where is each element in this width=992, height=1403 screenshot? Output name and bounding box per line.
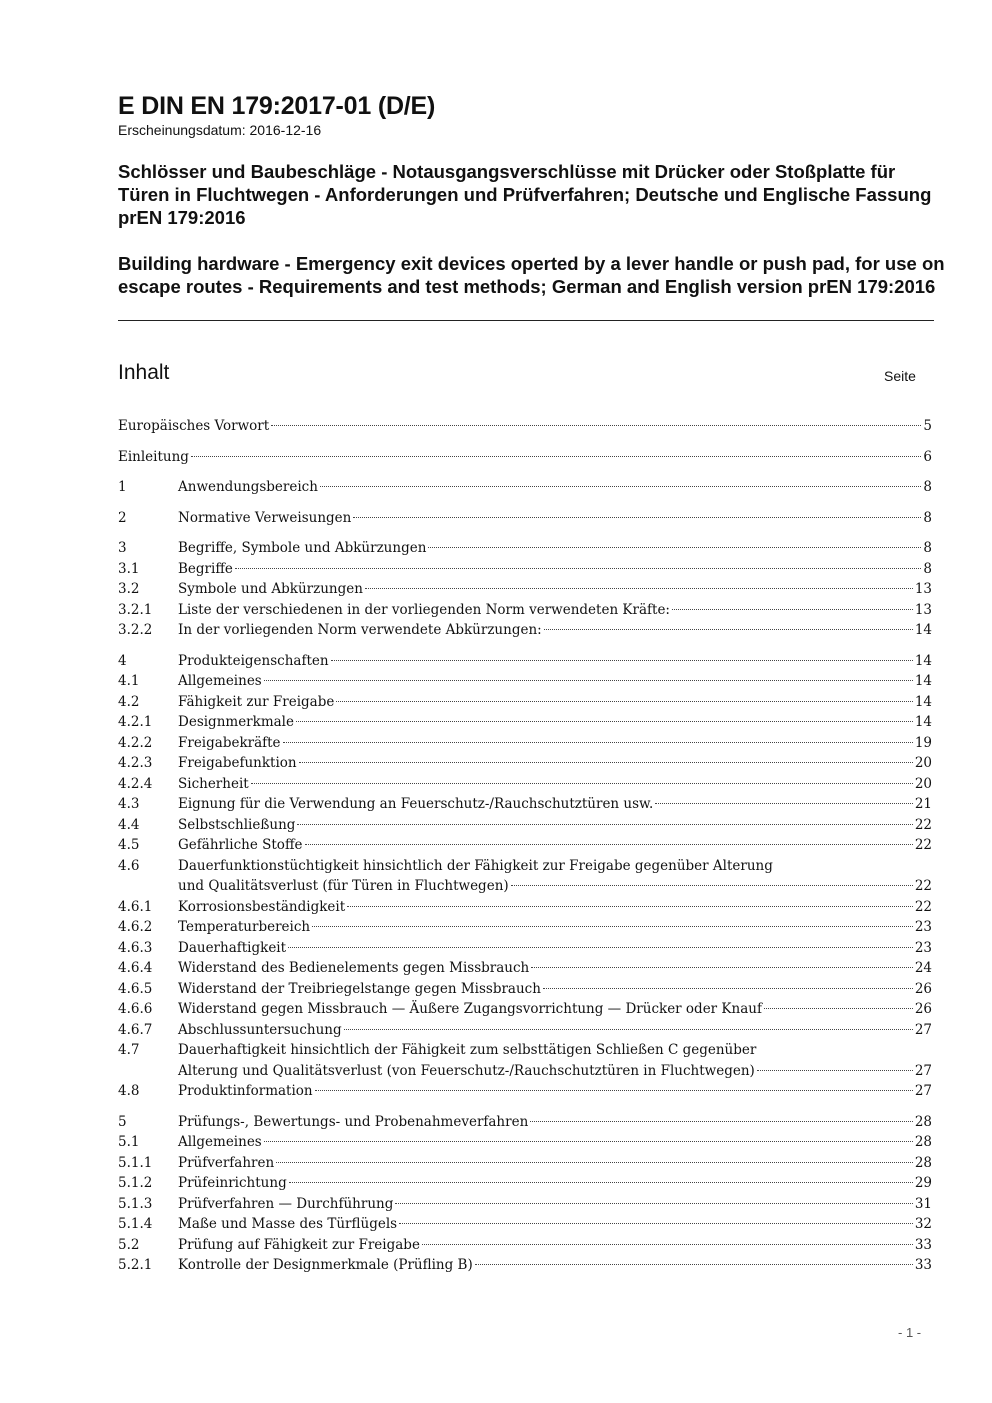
- toc-entry-title: Designmerkmale: [178, 714, 294, 730]
- toc-dot-leader: [764, 1008, 913, 1009]
- toc-entry-title: Sicherheit: [178, 775, 249, 792]
- toc-dot-leader: [191, 456, 921, 457]
- toc-entry[interactable]: [118, 979, 932, 1000]
- toc-dot-leader: [299, 762, 913, 763]
- toc-entry-title: Gefährliche Stoffe: [178, 837, 303, 853]
- toc-entry-page: 20: [914, 755, 932, 771]
- toc-entry-title: Prüfungs-, Bewertungs- und Probenahmeverfahren: [178, 1113, 529, 1130]
- toc-dot-leader: [264, 1141, 913, 1142]
- toc-entry-title: Selbstschließung: [178, 816, 296, 833]
- toc-entry-line: [178, 835, 932, 856]
- toc-entry-title: Symbole und Abkürzungen: [178, 581, 363, 597]
- toc-entry-page: 20: [914, 775, 932, 792]
- toc-entry-number: 5.2.1: [118, 1257, 153, 1273]
- toc-page-column-heading: Seite: [884, 368, 916, 384]
- toc-entry-number: 4.6.5: [118, 980, 153, 997]
- toc-dot-leader: [271, 425, 921, 426]
- toc-entry[interactable]: [118, 1214, 932, 1235]
- toc-dot-leader: [347, 906, 913, 907]
- toc-entry-number: 5.1.4: [118, 1216, 153, 1232]
- toc-entry-title: Prüfeinrichtung: [178, 1175, 287, 1191]
- toc-entry[interactable]: [118, 559, 932, 580]
- toc-entry-number: 4.7: [118, 1042, 140, 1058]
- toc-entry-number: 5.1.3: [118, 1195, 153, 1212]
- toc-entry-page: 13: [914, 581, 932, 597]
- toc-dot-leader: [251, 783, 913, 784]
- toc-entry-title: Maße und Masse des Türflügels: [178, 1216, 398, 1232]
- toc-entry-line: [178, 794, 932, 815]
- toc-entry-title: Prüfverfahren: [178, 1154, 275, 1171]
- toc-entry-title: Begriffe: [178, 560, 233, 577]
- toc-entry-number: 4.2.4: [118, 775, 153, 792]
- toc-entry-page: 28: [914, 1154, 932, 1171]
- toc-entry-title: Freigabefunktion: [178, 755, 297, 771]
- toc-entry-line: [178, 559, 932, 580]
- toc-entry-title: Produkteigenschaften: [178, 652, 329, 669]
- toc-entry-title: Allgemeines: [178, 673, 262, 689]
- toc-entry-line: [178, 538, 932, 559]
- toc-entry[interactable]: [118, 856, 932, 897]
- toc-entry-line: [178, 897, 932, 918]
- toc-entry-page: 26: [914, 980, 932, 997]
- toc-entry-number: 4.2: [118, 693, 140, 710]
- toc-entry-number: 5.2: [118, 1236, 140, 1253]
- toc-entry-title: Freigabekräfte: [178, 734, 281, 751]
- toc-entry[interactable]: [118, 794, 932, 815]
- toc-entry[interactable]: [118, 620, 932, 641]
- title-english: Building hardware - Emergency exit devices operted by a lever handle or push pad, for use on escape routes - Requirements and test methods; German and English version prEN 179:2016: [118, 253, 945, 297]
- toc-entry-page: 23: [914, 919, 932, 935]
- toc-entry[interactable]: [118, 815, 932, 836]
- toc-entry-page: 27: [914, 1083, 932, 1099]
- toc-entry-line: [178, 938, 932, 959]
- toc-entry[interactable]: [118, 938, 932, 959]
- toc-entry-page: 14: [914, 693, 932, 710]
- toc-entry-page: 33: [914, 1236, 932, 1253]
- toc-entry-page: 33: [914, 1257, 932, 1273]
- toc-entry-number: 2: [118, 509, 127, 526]
- toc-entry-page: 28: [914, 1134, 932, 1150]
- toc-entry-number: 5: [118, 1113, 127, 1130]
- toc-entry-line: [178, 774, 932, 795]
- toc-dot-leader: [365, 588, 913, 589]
- toc-entry-line: [178, 508, 932, 529]
- title-divider: [118, 320, 934, 321]
- toc-entry[interactable]: [118, 538, 932, 559]
- toc-entry-page: 29: [914, 1175, 932, 1191]
- toc-entry-number: 4.6: [118, 857, 140, 874]
- toc-dot-leader: [511, 885, 913, 886]
- toc-entry[interactable]: [118, 1020, 932, 1041]
- toc-dot-leader: [353, 517, 921, 518]
- toc-entry-title: Abschlussuntersuchung: [178, 1021, 342, 1038]
- toc-dot-leader: [315, 1090, 913, 1091]
- toc-entry[interactable]: [118, 712, 932, 733]
- toc-entry-title: Widerstand des Bedienelements gegen Missbrauch: [178, 960, 530, 976]
- toc-dot-leader: [296, 721, 913, 722]
- toc-entry-line: [178, 1081, 932, 1102]
- toc-entry-number: 4.6.3: [118, 939, 153, 956]
- toc-entry-line: [178, 1061, 932, 1082]
- toc-dot-leader: [264, 680, 913, 681]
- toc-entry[interactable]: [118, 1132, 932, 1153]
- toc-entry-page: 8: [923, 540, 932, 556]
- toc-dot-leader: [235, 568, 922, 569]
- toc-entry-title: Begriffe, Symbole und Abkürzungen: [178, 540, 427, 556]
- toc-entry-title-continued: Alterung und Qualitätsverlust (von Feuerschutz-/Rauchschutztüren in Fluchtwegen): [178, 1062, 755, 1079]
- toc-entry-line: [178, 999, 932, 1020]
- toc-entry[interactable]: [118, 600, 932, 621]
- toc-entry-title: Allgemeines: [178, 1134, 262, 1150]
- toc-entry-page: 8: [923, 509, 932, 526]
- toc-entry-page: 6: [923, 448, 932, 465]
- toc-entry-title: Produktinformation: [178, 1083, 313, 1099]
- toc-entry-title: Prüfung auf Fähigkeit zur Freigabe: [178, 1236, 420, 1253]
- toc-entry-page: 27: [914, 1021, 932, 1038]
- toc-entry-title: Widerstand gegen Missbrauch — Äußere Zugangsvorrichtung — Drücker oder Knauf: [178, 1001, 762, 1017]
- toc-dot-leader: [276, 1162, 913, 1163]
- toc-entry[interactable]: [118, 774, 932, 795]
- toc-entry-number: 4.3: [118, 796, 140, 812]
- toc-dot-leader: [305, 844, 913, 845]
- toc-entry-page: 14: [914, 673, 932, 689]
- toc-entry-line: [178, 917, 932, 938]
- toc-dot-leader: [320, 486, 921, 487]
- toc-entry-number: 4.6.1: [118, 898, 153, 915]
- toc-entry-title: Korrosionsbeständigkeit: [178, 898, 346, 915]
- toc-entry-number: 4.6.2: [118, 919, 153, 935]
- toc-dot-leader: [283, 742, 913, 743]
- toc-dot-leader: [288, 947, 913, 948]
- toc-entry-number: 4.2.3: [118, 755, 153, 771]
- toc-entry-page: 14: [914, 622, 932, 638]
- toc-entry-title: Eignung für die Verwendung an Feuerschutz-/Rauchschutztüren usw.: [178, 796, 654, 812]
- toc-entry-line: [178, 958, 932, 979]
- page-number: - 1 -: [898, 1325, 922, 1340]
- toc-dot-leader: [395, 1203, 912, 1204]
- toc-entry-number: 4.4: [118, 816, 140, 833]
- toc-entry-line: [178, 1153, 932, 1174]
- toc-entry[interactable]: [118, 1153, 932, 1174]
- toc-entry-line: [178, 600, 932, 621]
- toc-entry-page: 8: [923, 560, 932, 577]
- toc-entry-number: 4.6.6: [118, 1001, 153, 1017]
- toc-entry-line: [178, 1132, 932, 1153]
- toc-entry-page: 22: [914, 816, 932, 833]
- toc-entry-title: Kontrolle der Designmerkmale (Prüfling B): [178, 1257, 473, 1273]
- toc-dot-leader: [475, 1264, 913, 1265]
- toc-entry-number: 5.1.1: [118, 1154, 153, 1171]
- toc-dot-leader: [336, 701, 912, 702]
- toc-dot-leader: [312, 926, 913, 927]
- toc-dot-leader: [543, 988, 913, 989]
- toc-entry-page: 5: [923, 418, 932, 434]
- toc-entry[interactable]: [118, 999, 932, 1020]
- toc-dot-leader: [399, 1223, 913, 1224]
- toc-entry-page: 27: [914, 1062, 932, 1079]
- toc-entry-page: 22: [914, 837, 932, 853]
- toc-entry-line: [178, 753, 932, 774]
- toc-dot-leader: [428, 547, 921, 548]
- toc-entry-title: Einleitung: [118, 448, 189, 465]
- toc-entry-line: [178, 979, 932, 1000]
- publication-date: Erscheinungsdatum: 2016-12-16: [118, 122, 322, 138]
- toc-dot-leader: [289, 1182, 913, 1183]
- toc-entry[interactable]: [118, 958, 932, 979]
- toc-entry-number: 1: [118, 479, 127, 495]
- toc-entry-page: 26: [914, 1001, 932, 1017]
- toc-entry-line: [178, 1194, 932, 1215]
- toc-entry-page: 14: [914, 652, 932, 669]
- toc-entry-number: 4.1: [118, 673, 140, 689]
- document-id: E DIN EN 179:2017-01 (D/E): [118, 92, 436, 120]
- toc-entry-page: 23: [914, 939, 932, 956]
- toc-entry-number: 4.6.4: [118, 960, 153, 976]
- toc-entry-line: [178, 1255, 932, 1276]
- toc-entry-line: [178, 692, 932, 713]
- toc-entry-page: 32: [914, 1216, 932, 1232]
- toc-entry[interactable]: [118, 917, 932, 938]
- toc-entry-number: 5.1.2: [118, 1175, 153, 1191]
- toc-dot-leader: [757, 1070, 913, 1071]
- toc-entry[interactable]: [118, 897, 932, 918]
- toc-dot-leader: [331, 660, 913, 661]
- toc-entry-page: 22: [914, 878, 932, 894]
- toc-entry-title: Dauerfunktionstüchtigkeit hinsichtlich der Fähigkeit zur Freigabe gegenüber Alterung: [178, 857, 773, 874]
- toc-entry-page: 21: [914, 796, 932, 812]
- toc-entry-page: 22: [914, 898, 932, 915]
- toc-entry-title: Anwendungsbereich: [178, 479, 318, 495]
- toc-entry-page: 19: [914, 734, 932, 751]
- toc-entry-line: [178, 477, 932, 498]
- toc-entry-line: [178, 815, 932, 836]
- toc-entry-page: 13: [914, 601, 932, 618]
- toc-entry-number: 4.5: [118, 837, 140, 853]
- toc-dot-leader: [655, 803, 913, 804]
- toc-entry[interactable]: [118, 753, 932, 774]
- toc-entry[interactable]: [118, 1194, 932, 1215]
- toc-entry-line: [178, 712, 932, 733]
- toc-entry-line: [178, 1020, 932, 1041]
- toc-entry-line: [178, 876, 932, 897]
- toc-entry-number: 3.2.2: [118, 622, 153, 638]
- toc-entry-line: [118, 416, 932, 437]
- toc-entry-number: 3.2: [118, 581, 140, 597]
- toc-entry-title: Temperaturbereich: [178, 919, 311, 935]
- toc-entry[interactable]: [118, 1255, 932, 1276]
- toc-dot-leader: [422, 1244, 913, 1245]
- toc-entry-title: Fähigkeit zur Freigabe: [178, 693, 335, 710]
- toc-entry[interactable]: [118, 1173, 932, 1194]
- toc-entry-title: Dauerhaftigkeit: [178, 939, 287, 956]
- toc-entry[interactable]: [118, 1235, 932, 1256]
- toc-entry-title-continued: und Qualitätsverlust (für Türen in Fluchtwegen): [178, 878, 509, 894]
- toc-entry-number: 3: [118, 540, 127, 556]
- toc-entry-title: Widerstand der Treibriegelstange gegen Missbrauch: [178, 980, 541, 997]
- toc-dot-leader: [530, 1121, 913, 1122]
- toc-entry-number: 4.6.7: [118, 1021, 153, 1038]
- toc-entry-line: [178, 1235, 932, 1256]
- toc-entry-number: 3.1: [118, 560, 140, 577]
- toc-entry-title: Liste der verschiedenen in der vorliegenden Norm verwendeten Kräfte:: [178, 601, 670, 618]
- toc-entry[interactable]: [118, 671, 932, 692]
- toc-entry[interactable]: [118, 416, 932, 437]
- toc-entry[interactable]: [118, 1112, 932, 1133]
- toc-entry-title: Normative Verweisungen: [178, 509, 352, 526]
- toc-entry-number: 4.2.1: [118, 714, 153, 730]
- toc-entry-line: [178, 1173, 932, 1194]
- title-german: Schlösser und Baubeschläge - Notausgangsverschlüsse mit Drücker oder Stoßplatte für Türen in Fluchtwegen - Anforderungen und Prüfverfahren; Deutsche und Englische Fassung prEN 179:2016: [118, 161, 932, 228]
- toc-entry-line: [178, 579, 932, 600]
- toc-entry-title: Europäisches Vorwort: [118, 418, 270, 434]
- toc-entry[interactable]: [118, 1040, 932, 1081]
- toc-entry-page: 24: [914, 960, 932, 976]
- toc-entry[interactable]: [118, 579, 932, 600]
- toc-dot-leader: [344, 1029, 913, 1030]
- toc-dot-leader: [531, 967, 913, 968]
- toc-entry-line: [178, 1112, 932, 1133]
- toc-entry-number: 4: [118, 652, 127, 669]
- toc-entry-number: 5.1: [118, 1134, 140, 1150]
- toc-entry-page: 14: [914, 714, 932, 730]
- toc-entry[interactable]: [118, 692, 932, 713]
- toc-entry-page: 28: [914, 1113, 932, 1130]
- table-of-contents: [118, 416, 932, 1276]
- toc-entry-title: In der vorliegenden Norm verwendete Abkürzungen:: [178, 622, 542, 638]
- toc-entry[interactable]: [118, 447, 932, 468]
- toc-entry-number: 4.2.2: [118, 734, 153, 751]
- toc-entry[interactable]: [118, 733, 932, 754]
- toc-entry[interactable]: [118, 477, 932, 498]
- toc-entry-page: 8: [923, 479, 932, 495]
- toc-entry-line: [178, 651, 932, 672]
- toc-entry-line: [178, 733, 932, 754]
- toc-entry[interactable]: [118, 835, 932, 856]
- toc-entry-line: [178, 671, 932, 692]
- toc-entry-title: Dauerhaftigkeit hinsichtlich der Fähigkeit zum selbsttätigen Schließen C gegenüber: [178, 1042, 757, 1058]
- toc-entry[interactable]: [118, 1081, 932, 1102]
- toc-entry-title: Prüfverfahren — Durchführung: [178, 1195, 394, 1212]
- toc-entry-page: 31: [914, 1195, 932, 1212]
- toc-entry-line: [178, 620, 932, 641]
- toc-entry[interactable]: [118, 651, 932, 672]
- toc-dot-leader: [297, 824, 912, 825]
- toc-entry-number: 4.8: [118, 1083, 140, 1099]
- toc-entry[interactable]: [118, 508, 932, 529]
- toc-entry-line: [118, 447, 932, 468]
- toc-heading: Inhalt: [118, 361, 170, 384]
- toc-entry-line: [178, 1214, 932, 1235]
- toc-dot-leader: [544, 629, 913, 630]
- toc-dot-leader: [672, 609, 913, 610]
- toc-entry-number: 3.2.1: [118, 601, 153, 618]
